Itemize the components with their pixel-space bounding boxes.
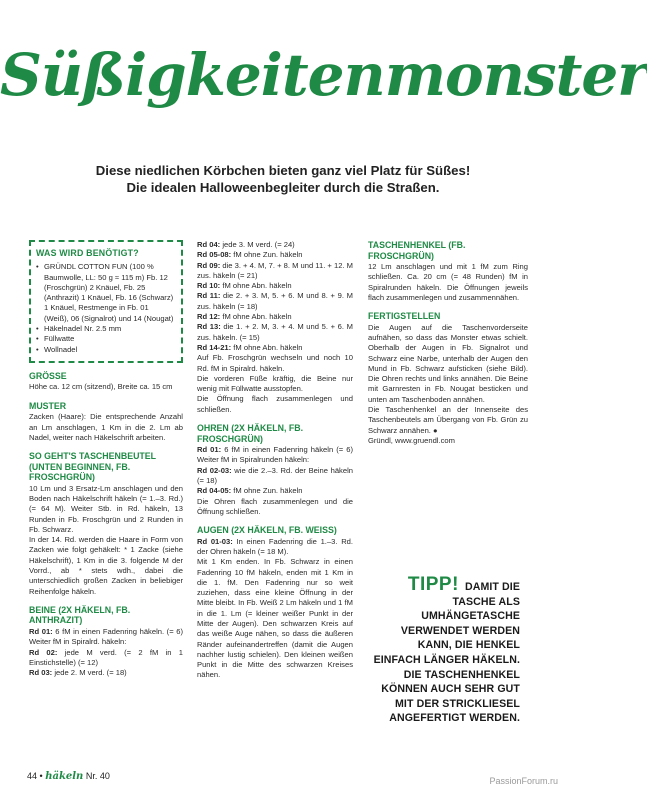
round-label: Rd 01: xyxy=(29,626,53,636)
round-label: Rd 05-08: xyxy=(197,250,232,260)
paragraph-text: Gründl, www.gruendl.com xyxy=(368,435,455,445)
round-label: Rd 01: xyxy=(197,445,222,455)
paragraph xyxy=(197,343,353,353)
paragraph xyxy=(29,484,183,535)
round-label: Rd 11: xyxy=(197,291,221,301)
paragraph-text: jede 3. M verd. (= 24) xyxy=(220,240,295,249)
paragraph xyxy=(197,557,353,681)
paragraph-text: 10 Lm und 3 Ersatz-Lm anschlagen und den Boden nach Häkelschrift häkeln (= 1.–3. Rd.) (= 64 M). Weiter Stb. in Rd. häkeln, 13 Runden in Fb. Froschgrün und 2 Runden in Fb. Schwarz. xyxy=(29,483,183,534)
section xyxy=(29,401,183,443)
paragraph xyxy=(368,405,528,436)
materials-item: • Häkelnadel Nr. 2.5 mm xyxy=(36,324,175,334)
section-heading: TASCHENHENKEL (FB. FROSCHGRÜN) xyxy=(368,240,466,261)
materials-box xyxy=(29,240,183,363)
column-3 xyxy=(368,240,528,454)
paragraph-text: fM ohne Zun. häkeln xyxy=(231,486,303,496)
paragraph xyxy=(197,312,353,322)
paragraph xyxy=(197,394,353,415)
section-heading: AUGEN (2X HÄKELN, FB. WEISS) xyxy=(197,525,337,536)
paragraph-text: Die Ohren flach zusammenlegen und die Öffnung schließen. xyxy=(197,496,353,516)
paragraph-text: Zacken (Haare): Die entsprechende Anzahl an Lm anschlagen, 1 Km in die 2. Lm ab Nadel, weiter nach Häkelschrift arbeiten. xyxy=(29,412,183,442)
paragraph-text: 6 fM in einen Fadenring häkeln. (= 6) Weiter fM in Spiralrd. häkeln: xyxy=(29,626,183,647)
magazine-name: häkeln xyxy=(45,771,84,782)
paragraph-text: Die Augen auf die Taschenvorderseite aufnähen, so dass das Monster etwas schielt. Oberhalb der Augen in Fb. Signalrot und Schwarz eine Narbe, unterhalb der Augen den Mund in Fb. Schwarz aufsticken (siehe Bild). Die Ohren rechts und links annähen. Die Beine mit Garnresten in Fb. Nougat besticken und unten am Taschenboden annähen. xyxy=(368,322,528,404)
materials-item: • Füllwatte xyxy=(36,334,175,344)
round-label: Rd 04: xyxy=(197,240,221,249)
paragraph xyxy=(197,353,353,374)
paragraph-text: fM ohne Zun. häkeln xyxy=(231,250,303,260)
paragraph-text: die 2. + 3. M, 5. + 6. M und 8. + 9. M zus. häkeln (= 18) xyxy=(197,291,353,311)
section xyxy=(197,240,353,415)
round-label: Rd 03: xyxy=(29,668,53,678)
column-3-sections xyxy=(368,240,528,446)
paragraph xyxy=(197,497,353,518)
paragraph-text: Mit 1 Km enden. In Fb. Schwarz in einen Fadenring 10 fM häkeln, enden mit 1 Km in die 1. fM. Den Fadenring nur so weit zuziehen, dass eine kleine Öffnung in der Mitte bleibt. In Fb. Weiß 2 Lm häkeln und 1 fM in die 1. Lm (= kleiner weißer Punkt in der Mitte der Augen). Den schwarzen Kreis auf das weiße Auge nähen, so dass die äußeren Ränder aufeinandertreffen (damit die Augen nachher lustig schielen). Den kleinen weißen Punkt in die Mitte des schwarzen Kreises nähen. xyxy=(197,557,353,680)
paragraph xyxy=(368,262,528,303)
intro-line-2: Die idealen Halloweenbegleiter durch die Straßen. xyxy=(126,180,440,195)
paragraph xyxy=(197,322,353,343)
paragraph-text: Die Öffnung flach zusammenlegen und schließen. xyxy=(197,394,353,414)
materials-item: • GRÜNDL COTTON FUN (100 % Baumwolle, LL: 50 g ≈ 115 m) Fb. 12 (Froschgrün) 2 Knäuel, Fb. 25 (Anthrazit) 1 Knäuel, Fb. 16 (Schwarz) 1 Knäuel, Restmenge in Fb. 01 (Weiß), 06 (Signalrot) und 14 (Nougat) xyxy=(36,262,175,324)
tip-heading: TIPP! xyxy=(407,574,459,595)
paragraph-text: Die Taschenhenkel an der Innenseite des Taschenbeutels am Übergang von Fb. Grün zu Schwarz annähen. ● xyxy=(368,405,528,435)
intro-line-1: Diese niedlichen Körbchen bieten ganz viel Platz für Süßes! xyxy=(95,163,471,178)
paragraph xyxy=(197,240,353,250)
footer-bullet: • xyxy=(39,771,43,781)
paragraph-text: wie die 2.–3. Rd. der Beine häkeln (= 18) xyxy=(197,465,353,485)
round-label: Rd 10: xyxy=(197,281,221,291)
page-title: Süßigkeitenmonster xyxy=(0,41,647,109)
paragraph xyxy=(29,412,183,443)
paragraph-text: fM ohne Abn. häkeln xyxy=(220,312,292,322)
paragraph xyxy=(29,382,183,392)
intro-text xyxy=(0,162,566,196)
section-heading: FERTIGSTELLEN xyxy=(368,311,441,322)
paragraph xyxy=(29,627,183,648)
paragraph-text: 6 fM in einen Fadenring häkeln (= 6) Weiter fM in Spiralrunden häkeln: xyxy=(197,445,353,465)
tip-box xyxy=(370,574,520,726)
paragraph-text: Die vorderen Füße kräftig, die Beine nur wenig mit Füllwatte ausstopfen. xyxy=(197,373,353,394)
section-heading: OHREN (2X HÄKELN, FB. FROSCHGRÜN) xyxy=(197,423,304,444)
paragraph-text: 12 Lm anschlagen und mit 1 fM zum Ring schließen. Ca. 20 cm (= 48 Runden) fM in Spiralrunden häkeln. Die Öffnungen jeweils flach zusammenlegen und zusammennähen. xyxy=(368,262,528,302)
paragraph xyxy=(29,648,183,669)
section xyxy=(197,525,353,681)
paragraph xyxy=(197,250,353,260)
column-2 xyxy=(197,240,353,689)
paragraph-text: Auf Fb. Froschgrün wechseln und noch 10 Rd. fM in Spiralrd. häkeln. xyxy=(197,353,353,373)
paragraph xyxy=(197,374,353,395)
section xyxy=(29,605,183,678)
round-label: Rd 04-05: xyxy=(197,486,232,496)
paragraph xyxy=(197,291,353,312)
paragraph-text: fM ohne Abn. häkeln xyxy=(231,342,303,352)
tip-text: DAMIT DIE TASCHE ALS UMHÄNGETASCHE VERWENDET WERDEN KANN, DIE HENKEL EINFACH LÄNGER HÄKELN. DIE TASCHENHENKEL KÖNNEN AUCH SEHR GUT MIT DER STRICKLIESEL ANGEFERTIGT WERDEN. xyxy=(373,581,520,725)
section xyxy=(368,311,528,446)
paragraph xyxy=(197,486,353,496)
section-heading: MUSTER xyxy=(29,400,67,411)
materials-item: • Wollnadel xyxy=(36,345,175,355)
materials-heading: WAS WIRD BENÖTIGT? xyxy=(36,248,139,258)
round-label: Rd 02: xyxy=(29,647,58,657)
materials-list xyxy=(36,262,175,355)
paragraph xyxy=(197,281,353,291)
paragraph-text: jede 2. M verd. (= 18) xyxy=(52,668,127,678)
round-label: Rd 13: xyxy=(197,322,221,332)
round-label: Rd 09: xyxy=(197,260,221,270)
paragraph xyxy=(368,436,528,446)
column-1 xyxy=(29,240,183,686)
section-heading: BEINE (2X HÄKELN, FB. ANTHRAZIT) xyxy=(29,604,131,626)
section-heading: SO GEHT'S TASCHENBEUTEL (UNTEN BEGINNEN, FB. FROSCHGRÜN) xyxy=(29,451,156,483)
section xyxy=(197,423,353,517)
paragraph xyxy=(197,466,353,487)
section xyxy=(29,371,183,393)
section xyxy=(368,240,528,303)
paragraph-text: jede M verd. (= 2 fM in 1 Einstichstelle) (= 12) xyxy=(29,647,183,667)
paragraph xyxy=(29,535,183,597)
paragraph-text: Höhe ca. 12 cm (sitzend), Breite ca. 15 cm xyxy=(29,382,173,392)
paragraph xyxy=(197,445,353,466)
round-label: Rd 14-21: xyxy=(197,342,232,352)
issue-number: Nr. 40 xyxy=(85,771,110,781)
page-number: 44 xyxy=(27,771,38,781)
column-2-sections xyxy=(197,240,353,681)
paragraph-text: die 3. + 4. M, 7. + 8. M und 11. + 12. M zus. häkeln (= 21) xyxy=(197,260,353,280)
paragraph-text: fM ohne Abn. häkeln xyxy=(220,281,292,291)
section xyxy=(29,451,183,597)
paragraph xyxy=(197,261,353,282)
paragraph xyxy=(197,537,353,558)
watermark: PassionForum.ru xyxy=(489,776,558,786)
paragraph-text: die 1. + 2. M, 3. + 4. M und 5. + 6. M zus. häkeln. (= 15) xyxy=(197,322,353,342)
column-1-sections xyxy=(29,371,183,678)
round-label: Rd 12: xyxy=(197,312,221,322)
page-footer xyxy=(27,771,110,782)
paragraph-text: In einen Fadenring die 1.–3. Rd. der Ohren häkeln (= 18 M). xyxy=(197,536,354,556)
section-heading: GRÖSSE xyxy=(29,370,67,381)
round-label: Rd 02-03: xyxy=(197,465,232,475)
paragraph-text: In der 14. Rd. werden die Haare in Form von Zacken wie folgt gehäkelt: * 1 Zacke (siehe Häkelschrift), 1 Km in die 3. folgende M der Vorrd., ab * stets wdh., dabei die unterschiedlich großen Zacken in beliebiger Reihenfolge häkeln. xyxy=(29,535,183,596)
paragraph xyxy=(368,323,528,405)
paragraph xyxy=(29,668,183,678)
round-label: Rd 01-03: xyxy=(197,536,233,546)
